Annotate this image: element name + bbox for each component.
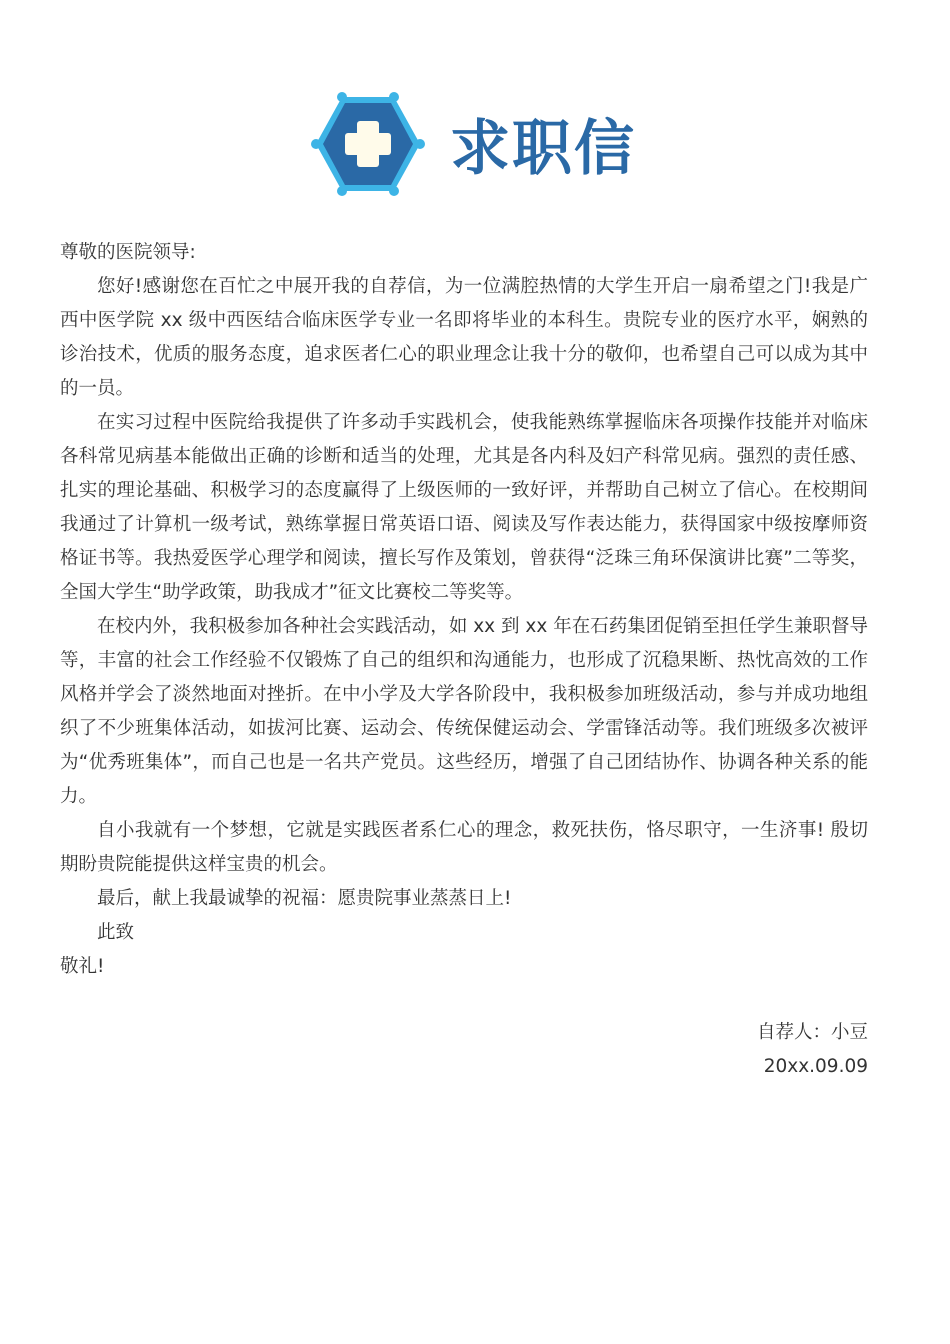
letter-body (60, 236, 868, 1084)
signature-name: 自荐人：小豆 (756, 1022, 868, 1043)
closing-line-1: 此致 (97, 922, 135, 943)
salutation: 尊敬的医院领导: (60, 242, 196, 263)
medical-cross-icon (302, 88, 428, 214)
signature-block (60, 1016, 868, 1084)
letter-paragraph: 自小我就有一个梦想，它就是实践医者系仁心的理念，救死扶伤，恪尽职守，一生济事! 殷切期盼贵院能提供这样宝贵的机会。 (60, 820, 868, 875)
letter-paragraph: 在校内外，我积极参加各种社会实践活动，如 xx 到 xx 年在石药集团促销至担任学生兼职督导等，丰富的社会工作经验不仅锻炼了自己的组织和沟通能力，也形成了沉稳果断、热忱高效的工作风格并学会了淡然地面对挫折。在中小学及大学各阶段中，我积极参加班级活动，参与并成功地组织了不少班集体活动，如拔河比赛、运动会、传统保健运动会、学雷锋活动等。我们班级多次被评为“优秀班集体”，而自己也是一名共产党员。这些经历，增强了自己团结协作、协调各种关系的能力。 (60, 616, 868, 807)
letter-header (0, 88, 950, 214)
letter-paragraph: 最后，献上我最诚挚的祝福：愿贵院事业蒸蒸日上! (97, 888, 512, 909)
letter-paragraph: 您好!感谢您在百忙之中展开我的自荐信，为一位满腔热情的大学生开启一扇希望之门!我是广西中医学院 xx 级中西医结合临床医学专业一名即将毕业的本科生。贵院专业的医疗水平，娴熟的诊治技术，优质的服务态度，追求医者仁心的职业理念让我十分的敬仰，也希望自己可以成为其中的一员。 (60, 276, 868, 399)
letter-paragraph: 在实习过程中医院给我提供了许多动手实践机会，使我能熟练掌握临床各项操作技能并对临床各科常见病基本能做出正确的诊断和适当的处理，尤其是各内科及妇产科常见病。强烈的责任感、扎实的理论基础、积极学习的态度赢得了上级医师的一致好评，并帮助自己树立了信心。在校期间我通过了计算机一级考试，熟练掌握日常英语口语、阅读及写作表达能力，获得国家中级按摩师资格证书等。我热爱医学心理学和阅读，擅长写作及策划，曾获得“泛珠三角环保演讲比赛”二等奖，全国大学生“助学政策，助我成才”征文比赛校二等奖等。 (60, 412, 868, 603)
signature-date: 20xx.09.09 (763, 1056, 868, 1077)
page-title: 求职信 (450, 114, 636, 184)
closing-line-2: 敬礼! (60, 956, 105, 977)
